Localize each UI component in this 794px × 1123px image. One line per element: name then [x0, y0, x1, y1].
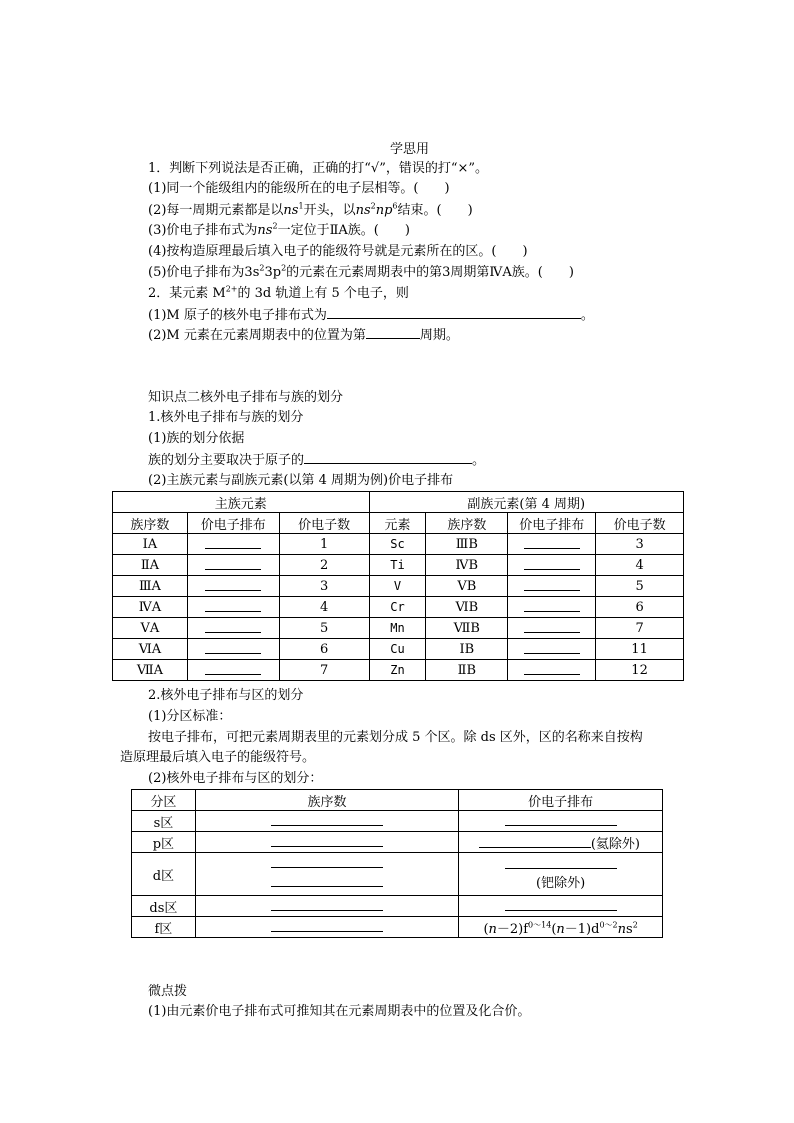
- sub-group-number: ⅥB: [426, 597, 508, 618]
- answer-blank[interactable]: [271, 834, 383, 847]
- element: Cu: [369, 639, 426, 660]
- column-header: 价电子排布: [459, 790, 663, 811]
- element: Cr: [369, 597, 426, 618]
- element: Sc: [369, 534, 426, 555]
- answer-blank[interactable]: [505, 898, 617, 911]
- answer-blank[interactable]: [366, 326, 420, 339]
- column-header: 价电子排布: [187, 513, 279, 534]
- table-header-row: [113, 492, 684, 513]
- group-number: ⅡA: [113, 555, 188, 576]
- group-blank-cell: [195, 896, 458, 917]
- q1-item-3-end: 一定位于ⅡA族。( ): [277, 223, 410, 238]
- sub-valence-count: 3: [596, 534, 684, 555]
- answer-blank[interactable]: [271, 898, 383, 911]
- answer-blank[interactable]: [524, 536, 580, 549]
- valence-blank-cell: [508, 555, 596, 576]
- valence-blank-cell: [508, 534, 596, 555]
- q1-item-5: (5)价电子排布为$3s^23p^2$的元素在元素周期表中的第3周期第ⅣA族。( ): [148, 263, 574, 280]
- section-h1: 1.核外电子排布与族的划分: [148, 410, 304, 425]
- section-title: 知识点二核外电子排布与族的划分: [148, 390, 344, 405]
- valence-blank-cell: [508, 597, 596, 618]
- sub-group-header: 副族元素(第 4 周期): [369, 492, 683, 513]
- q2-stem-b: 的 3d 轨道上有 5 个电子，则: [237, 286, 409, 301]
- column-header: 分区: [132, 790, 196, 811]
- answer-blank[interactable]: [304, 451, 472, 464]
- q1-item-2-end: 结束。( ): [397, 203, 473, 218]
- sub-group-number: ⅣB: [426, 555, 508, 576]
- answer-blank[interactable]: [505, 813, 617, 826]
- answer-blank[interactable]: [524, 641, 580, 654]
- valence-blank-cell: [187, 555, 279, 576]
- q2-sub-1: [148, 306, 594, 325]
- palladium-note: (钯除外): [536, 875, 586, 891]
- table-row: [132, 853, 663, 896]
- part2-h2: 2.核外电子排布与区的划分: [148, 688, 304, 703]
- answer-blank[interactable]: [205, 641, 261, 654]
- q2-sub-2: [148, 326, 459, 345]
- table-row: [113, 576, 684, 597]
- answer-blank[interactable]: [271, 813, 383, 826]
- group-number: ⅣA: [113, 597, 188, 618]
- answer-blank[interactable]: [271, 874, 383, 887]
- sub-valence-count: 7: [596, 618, 684, 639]
- tips-title: 微点拨: [148, 984, 188, 999]
- answer-blank[interactable]: [205, 662, 261, 675]
- answer-blank[interactable]: [524, 578, 580, 591]
- answer-blank[interactable]: [327, 306, 581, 319]
- q2-sub-2-text: (2)M 元素在元素周期表中的位置为第: [148, 328, 366, 343]
- answer-blank[interactable]: [205, 599, 261, 612]
- valence-count: 1: [279, 534, 369, 555]
- valence-blank-cell: [187, 576, 279, 597]
- valence-count: 7: [279, 660, 369, 681]
- sub-valence-count: 11: [596, 639, 684, 660]
- answer-blank[interactable]: [205, 557, 261, 570]
- column-header: 族序数: [195, 790, 458, 811]
- table-row: [132, 896, 663, 917]
- main-group-header: 主族元素: [113, 492, 370, 513]
- answer-blank[interactable]: [505, 856, 617, 869]
- valence-blank-cell: [459, 853, 663, 896]
- column-header: 价电子排布: [508, 513, 596, 534]
- group-blank-cell: [195, 853, 458, 896]
- table-row: [113, 618, 684, 639]
- sub-valence-count: 4: [596, 555, 684, 576]
- table-row: [132, 811, 663, 832]
- column-header: 族序数: [426, 513, 508, 534]
- column-header: 元素: [369, 513, 426, 534]
- part2-p1: 按电子排布，可把元素周期表里的元素划分成 5 个区。除 ds 区外，区的名称来自按构: [148, 730, 643, 745]
- q1-item-2-mid: 开头，以: [303, 203, 356, 218]
- section-basis-end: 。: [472, 453, 486, 468]
- block-table: [131, 789, 663, 938]
- section-h1-1: (1)族的划分依据: [148, 431, 245, 446]
- sub-group-number: ⅡB: [426, 660, 508, 681]
- q1-item-2: (2)每一周期元素都是以$ns^1$开头，以$ns^2np^6$结束。( ): [148, 201, 473, 218]
- table-row: [132, 917, 663, 938]
- q1-item-3-text: (3)价电子排布式为: [148, 223, 258, 238]
- table-row: [113, 534, 684, 555]
- group-number: ⅦA: [113, 660, 188, 681]
- element: Mn: [369, 618, 426, 639]
- valence-count: 5: [279, 618, 369, 639]
- section-h1-2: (2)主族元素与副族元素(以第 4 周期为例)价电子排布: [148, 473, 454, 488]
- block-label: p区: [132, 832, 196, 853]
- column-header: 价电子数: [596, 513, 684, 534]
- group-table: [112, 491, 684, 681]
- answer-blank[interactable]: [205, 620, 261, 633]
- section-basis: [148, 451, 485, 470]
- part2-h2-1: (1)分区标准：: [148, 709, 232, 724]
- page-title: 学思用: [390, 142, 430, 157]
- element: Ti: [369, 555, 426, 576]
- group-number: ⅥA: [113, 639, 188, 660]
- q2-sub-1-end: 。: [580, 308, 594, 323]
- sub-valence-count: 5: [596, 576, 684, 597]
- q1-item-5-text: (5)价电子排布为: [148, 265, 245, 280]
- valence-blank-cell: [187, 534, 279, 555]
- block-label: d区: [132, 853, 196, 896]
- q1-item-1: (1)同一个能级组内的能级所在的电子层相等。( ): [148, 181, 450, 196]
- table-header-row: [132, 790, 663, 811]
- valence-blank-cell: [508, 639, 596, 660]
- group-blank-cell: [195, 917, 458, 938]
- part2-h2-2: (2)核外电子排布与区的划分：: [148, 771, 323, 786]
- table-column-row: [113, 513, 684, 534]
- q1-stem: 1．判断下列说法是否正确，正确的打“√”，错误的打“×”。: [148, 161, 489, 176]
- valence-blank-cell: [459, 832, 663, 853]
- q2-sub-2-end: 周期。: [419, 328, 459, 343]
- block-label: s区: [132, 811, 196, 832]
- sub-group-number: ⅢB: [426, 534, 508, 555]
- valence-blank-cell: [508, 618, 596, 639]
- sub-valence-count: 12: [596, 660, 684, 681]
- answer-blank[interactable]: [205, 578, 261, 591]
- table-row: [113, 660, 684, 681]
- valence-blank-cell: [508, 660, 596, 681]
- table-row: [113, 597, 684, 618]
- valence-blank-cell: [187, 618, 279, 639]
- answer-blank[interactable]: [524, 662, 580, 675]
- q2-stem-a: 2．某元素 M: [148, 286, 226, 301]
- valence-count: 6: [279, 639, 369, 660]
- group-blank-cell: [195, 832, 458, 853]
- q1-item-5-end: 的元素在元素周期表中的第3周期第ⅣA族。( ): [286, 265, 574, 280]
- q1-item-2-text: (2)每一周期元素都是以: [148, 203, 284, 218]
- answer-blank[interactable]: [524, 557, 580, 570]
- element: Zn: [369, 660, 426, 681]
- valence-blank-cell: [459, 811, 663, 832]
- q2-sub-1-text: (1)M 原子的核外电子排布式为: [148, 308, 327, 323]
- answer-blank[interactable]: [524, 620, 580, 633]
- valence-blank-cell: [187, 660, 279, 681]
- sub-group-number: ⅦB: [426, 618, 508, 639]
- valence-blank-cell: [508, 576, 596, 597]
- table-row: [132, 832, 663, 853]
- q2-stem: 2．某元素 $M^{2+}$的 3d 轨道上有 5 个电子，则: [148, 284, 409, 301]
- part2-p2: 造原理最后填入电子的能级符号。: [120, 750, 316, 765]
- section-basis-text: 族的划分主要取决于原子的: [148, 453, 305, 468]
- answer-blank[interactable]: [271, 855, 383, 868]
- sub-group-number: ⅤB: [426, 576, 508, 597]
- answer-blank[interactable]: [271, 919, 383, 932]
- q1-item-3: (3)价电子排布式为$ns^2$一定位于ⅡA族。( ): [148, 221, 410, 238]
- sub-group-number: ⅠB: [426, 639, 508, 660]
- q1-item-4: (4)按构造原理最后填入电子的能级符号就是元素所在的区。( ): [148, 244, 528, 259]
- sub-valence-count: 6: [596, 597, 684, 618]
- helium-note: (氦除外): [590, 836, 640, 852]
- valence-count: 4: [279, 597, 369, 618]
- column-header: 价电子数: [279, 513, 369, 534]
- column-header: 族序数: [113, 513, 188, 534]
- tips-line-1: (1)由元素价电子排布式可推知其在元素周期表中的位置及化合价。: [148, 1004, 531, 1019]
- valence-blank-cell: [459, 896, 663, 917]
- answer-blank[interactable]: [524, 599, 580, 612]
- table-row: [113, 555, 684, 576]
- answer-blank[interactable]: [479, 835, 591, 848]
- block-label: f区: [132, 917, 196, 938]
- valence-count: 3: [279, 576, 369, 597]
- group-number: ⅢA: [113, 576, 188, 597]
- valence-blank-cell: [187, 597, 279, 618]
- answer-blank[interactable]: [205, 536, 261, 549]
- group-number: ⅠA: [113, 534, 188, 555]
- f-block-formula: $(n-2)f^{0\sim 14}(n-1)d^{0\sim 2}ns^2$: [459, 917, 663, 938]
- block-label: ds区: [132, 896, 196, 917]
- group-number: ⅤA: [113, 618, 188, 639]
- element: V: [369, 576, 426, 597]
- group-blank-cell: [195, 811, 458, 832]
- table-row: [113, 639, 684, 660]
- valence-blank-cell: [187, 639, 279, 660]
- valence-count: 2: [279, 555, 369, 576]
